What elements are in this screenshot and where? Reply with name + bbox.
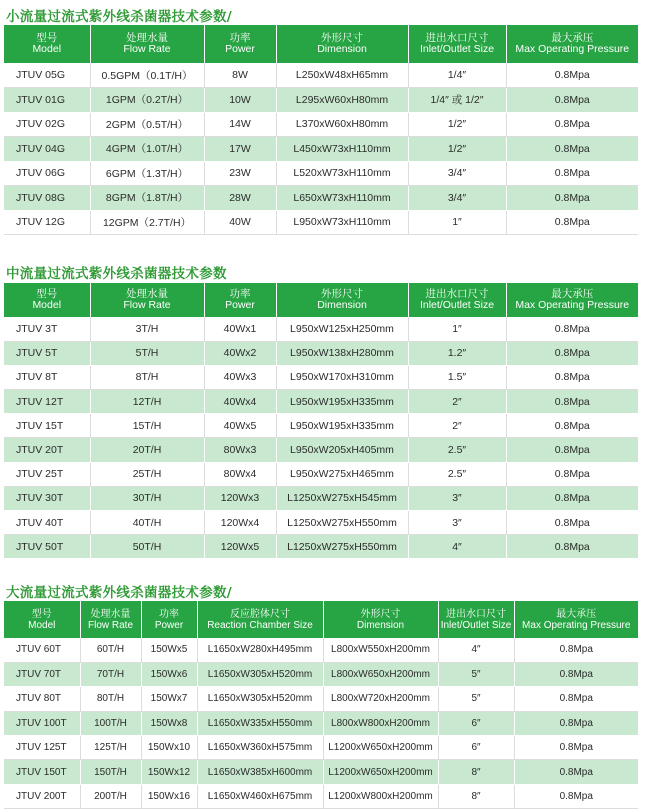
- table-cell: 8″: [438, 760, 514, 784]
- column-header-en: Model: [28, 619, 56, 631]
- column-header-cn: 处理水量: [126, 288, 168, 300]
- table-row: [4, 186, 638, 211]
- spec-table-large-flow: [4, 601, 638, 809]
- table-row: [4, 112, 638, 137]
- table-cell: 6″: [438, 736, 514, 760]
- table-cell: 8W: [204, 63, 276, 88]
- table-row: [4, 88, 638, 113]
- model-cell: JTUV 12T: [4, 390, 90, 414]
- model-cell: JTUV 200T: [4, 784, 80, 808]
- table-cell: 0.8Mpa: [506, 535, 638, 559]
- table-cell: L1200xW650xH200mm: [323, 736, 438, 760]
- table-row: [4, 736, 638, 760]
- column-header: [506, 283, 638, 317]
- table-cell: 2.5″: [408, 462, 506, 486]
- column-header: [276, 25, 408, 63]
- table-cell: 8″: [438, 784, 514, 808]
- table-cell: 3/4″: [408, 186, 506, 211]
- column-header-en: Dimension: [317, 299, 367, 311]
- table-cell: 28W: [204, 186, 276, 211]
- table-cell: 120Wx4: [204, 511, 276, 535]
- table-cell: 3″: [408, 511, 506, 535]
- model-cell: JTUV 06G: [4, 161, 90, 186]
- column-header-cn: 功率: [229, 32, 251, 44]
- column-header: [276, 283, 408, 317]
- table-cell: L950xW170xH310mm: [276, 365, 408, 389]
- model-cell: JTUV 04G: [4, 137, 90, 162]
- table-cell: 0.8Mpa: [514, 760, 638, 784]
- column-header: [80, 601, 141, 638]
- column-header-en: Flow Rate: [123, 299, 171, 311]
- table-cell: 0.8Mpa: [514, 687, 638, 711]
- column-header: [141, 601, 197, 638]
- table-cell: L1250xW275xH545mm: [276, 486, 408, 510]
- table-cell: L800xW550xH200mm: [323, 638, 438, 662]
- table-cell: 2.5″: [408, 438, 506, 462]
- table-cell: 0.8Mpa: [506, 137, 638, 162]
- table-row: [4, 511, 638, 535]
- table-cell: 5T/H: [90, 341, 204, 365]
- table-cell: 0.8Mpa: [506, 341, 638, 365]
- table-cell: 0.8Mpa: [506, 365, 638, 389]
- table-cell: 50T/H: [90, 535, 204, 559]
- spec-table-medium-flow: [4, 283, 638, 559]
- column-header-en: Max Operating Pressure: [515, 43, 630, 55]
- table-cell: 1.2″: [408, 341, 506, 365]
- table-cell: L800xW720xH200mm: [323, 687, 438, 711]
- column-header: [506, 25, 638, 63]
- table-cell: 0.8Mpa: [506, 186, 638, 211]
- table-cell: 3T/H: [90, 317, 204, 341]
- table-cell: 60T/H: [80, 638, 141, 662]
- column-header-en: Dimension: [356, 619, 405, 631]
- model-cell: JTUV 50T: [4, 535, 90, 559]
- table-cell: 5″: [438, 662, 514, 686]
- table-cell: L950xW138xH280mm: [276, 341, 408, 365]
- column-header-cn: 处理水量: [126, 32, 168, 44]
- column-header: [197, 601, 323, 638]
- column-header-en: Inlet/Outlet Size: [419, 43, 495, 55]
- table-row: [4, 365, 638, 389]
- table-row: [4, 317, 638, 341]
- table-cell: 1/2″: [408, 137, 506, 162]
- table-cell: 1/4″: [408, 63, 506, 88]
- table-cell: 4″: [438, 638, 514, 662]
- table-header-row: [4, 601, 638, 638]
- table-cell: 150Wx7: [141, 687, 197, 711]
- column-header-en: Model: [32, 299, 62, 311]
- table-cell: L1200xW650xH200mm: [323, 760, 438, 784]
- table-cell: L1250xW275xH550mm: [276, 511, 408, 535]
- column-header: [438, 601, 514, 638]
- model-cell: JTUV 125T: [4, 736, 80, 760]
- column-header-en: Dimension: [317, 43, 367, 55]
- table-cell: 2″: [408, 390, 506, 414]
- table-cell: L1250xW275xH550mm: [276, 535, 408, 559]
- column-header-cn: 功率: [229, 288, 251, 300]
- table-cell: L1650xW305xH520mm: [197, 687, 323, 711]
- table-cell: 40Wx1: [204, 317, 276, 341]
- table-cell: 12T/H: [90, 390, 204, 414]
- table-cell: 12GPM（2.7T/H）: [90, 210, 204, 235]
- table-cell: 4″: [408, 535, 506, 559]
- table-row: [4, 784, 638, 808]
- table-cell: 150Wx5: [141, 638, 197, 662]
- table-cell: 0.8Mpa: [514, 638, 638, 662]
- model-cell: JTUV 25T: [4, 462, 90, 486]
- table-cell: 120Wx5: [204, 535, 276, 559]
- table-cell: 40Wx2: [204, 341, 276, 365]
- table-cell: 0.8Mpa: [514, 784, 638, 808]
- table-cell: 17W: [204, 137, 276, 162]
- table-cell: L650xW73xH110mm: [276, 186, 408, 211]
- section-title-large-flow: 大流量过流式紫外线杀菌器技术参数/: [6, 585, 233, 601]
- column-header-en: Inlet/Outlet Size: [440, 619, 512, 631]
- table-cell: 40W: [204, 210, 276, 235]
- table-row: [4, 662, 638, 686]
- table-cell: 25T/H: [90, 462, 204, 486]
- table-cell: 0.8Mpa: [506, 486, 638, 510]
- column-header-cn: 最大承压: [551, 288, 594, 300]
- table-cell: 150Wx12: [141, 760, 197, 784]
- table-cell: 0.8Mpa: [514, 711, 638, 735]
- table-cell: 8T/H: [90, 365, 204, 389]
- model-cell: JTUV 01G: [4, 88, 90, 113]
- table-cell: 0.8Mpa: [506, 414, 638, 438]
- table-cell: L950xW205xH405mm: [276, 438, 408, 462]
- model-cell: JTUV 60T: [4, 638, 80, 662]
- table-cell: 0.8Mpa: [514, 736, 638, 760]
- table-cell: 0.8Mpa: [506, 210, 638, 235]
- table-cell: L950xW73xH110mm: [276, 210, 408, 235]
- column-header-en: Max Operating Pressure: [515, 299, 630, 311]
- table-cell: 40Wx4: [204, 390, 276, 414]
- table-cell: 3/4″: [408, 161, 506, 186]
- table-cell: 1/2″: [408, 112, 506, 137]
- table-cell: 1″: [408, 317, 506, 341]
- table-row: [4, 638, 638, 662]
- table-cell: 80T/H: [80, 687, 141, 711]
- column-header-en: Power: [154, 619, 184, 631]
- table-row: [4, 414, 638, 438]
- table-cell: 150Wx10: [141, 736, 197, 760]
- table-cell: 1GPM（0.2T/H）: [90, 88, 204, 113]
- table-cell: 0.8Mpa: [506, 161, 638, 186]
- column-header-cn: 外形尺寸: [321, 32, 363, 44]
- table-cell: 150Wx8: [141, 711, 197, 735]
- model-cell: JTUV 3T: [4, 317, 90, 341]
- table-cell: L295xW60xH80mm: [276, 88, 408, 113]
- table-cell: 70T/H: [80, 662, 141, 686]
- table-cell: 125T/H: [80, 736, 141, 760]
- column-header: [204, 25, 276, 63]
- model-cell: JTUV 40T: [4, 511, 90, 535]
- column-header: [4, 283, 90, 317]
- table-cell: 150Wx16: [141, 784, 197, 808]
- model-cell: JTUV 8T: [4, 365, 90, 389]
- table-header-row: [4, 25, 638, 63]
- table-cell: 2GPM（0.5T/H）: [90, 112, 204, 137]
- table-cell: 100T/H: [80, 711, 141, 735]
- table-cell: 0.8Mpa: [506, 462, 638, 486]
- table-row: [4, 341, 638, 365]
- table-cell: 3″: [408, 486, 506, 510]
- model-cell: JTUV 02G: [4, 112, 90, 137]
- column-header-en: Power: [225, 43, 255, 55]
- table-row: [4, 390, 638, 414]
- table-cell: 40Wx3: [204, 365, 276, 389]
- column-header-cn: 进出水口尺寸: [446, 608, 506, 620]
- table-cell: L1650xW360xH575mm: [197, 736, 323, 760]
- table-row: [4, 760, 638, 784]
- table-cell: L250xW48xH65mm: [276, 63, 408, 88]
- column-header: [4, 601, 80, 638]
- model-cell: JTUV 5T: [4, 341, 90, 365]
- column-header: [204, 283, 276, 317]
- column-header-cn: 反应腔体尺寸: [230, 608, 290, 620]
- table-cell: 20T/H: [90, 438, 204, 462]
- model-cell: JTUV 12G: [4, 210, 90, 235]
- spec-table-small-flow: [4, 25, 638, 235]
- table-cell: 1.5″: [408, 365, 506, 389]
- table-cell: 2″: [408, 414, 506, 438]
- model-cell: JTUV 80T: [4, 687, 80, 711]
- column-header-en: Flow Rate: [123, 43, 171, 55]
- column-header-cn: 最大承压: [556, 608, 597, 620]
- table-cell: 30T/H: [90, 486, 204, 510]
- column-header-cn: 型号: [36, 32, 58, 44]
- column-header-cn: 外形尺寸: [360, 608, 401, 620]
- column-header-cn: 型号: [31, 608, 52, 620]
- column-header-cn: 最大承压: [551, 32, 594, 44]
- model-cell: JTUV 30T: [4, 486, 90, 510]
- table-row: [4, 462, 638, 486]
- column-header-cn: 功率: [159, 608, 179, 620]
- table-cell: 10W: [204, 88, 276, 113]
- table-row: [4, 210, 638, 235]
- table-cell: 40T/H: [90, 511, 204, 535]
- table-cell: 6″: [438, 711, 514, 735]
- table-row: [4, 63, 638, 88]
- table-cell: 0.8Mpa: [506, 511, 638, 535]
- table-cell: 0.8Mpa: [506, 88, 638, 113]
- model-cell: JTUV 100T: [4, 711, 80, 735]
- table-cell: L950xW195xH335mm: [276, 390, 408, 414]
- table-cell: L800xW650xH200mm: [323, 662, 438, 686]
- table-cell: 0.8Mpa: [506, 317, 638, 341]
- table-cell: 40Wx5: [204, 414, 276, 438]
- section-title-small-flow: 小流量过流式紫外线杀菌器技术参数/: [6, 9, 233, 25]
- table-row: [4, 137, 638, 162]
- table-cell: L370xW60xH80mm: [276, 112, 408, 137]
- column-header-en: Model: [32, 43, 62, 55]
- table-cell: 5″: [438, 687, 514, 711]
- table-cell: 1/4″ 或 1/2″: [408, 88, 506, 113]
- column-header-en: Power: [225, 299, 255, 311]
- table-cell: L520xW73xH110mm: [276, 161, 408, 186]
- model-cell: JTUV 150T: [4, 760, 80, 784]
- column-header-en: Inlet/Outlet Size: [419, 299, 495, 311]
- column-header: [408, 283, 506, 317]
- table-cell: L950xW275xH465mm: [276, 462, 408, 486]
- model-cell: JTUV 20T: [4, 438, 90, 462]
- table-row: [4, 711, 638, 735]
- table-cell: 6GPM（1.3T/H）: [90, 161, 204, 186]
- column-header: [90, 283, 204, 317]
- table-cell: 200T/H: [80, 784, 141, 808]
- table-cell: 0.8Mpa: [506, 438, 638, 462]
- model-cell: JTUV 70T: [4, 662, 80, 686]
- table-cell: 15T/H: [90, 414, 204, 438]
- table-cell: L450xW73xH110mm: [276, 137, 408, 162]
- section-title-medium-flow: 中流量过流式紫外线杀菌器技术参数: [6, 266, 227, 282]
- table-cell: L1650xW460xH675mm: [197, 784, 323, 808]
- column-header-cn: 进出水口尺寸: [425, 288, 489, 300]
- column-header: [4, 25, 90, 63]
- table-cell: 150T/H: [80, 760, 141, 784]
- table-cell: L1200xW800xH200mm: [323, 784, 438, 808]
- table-cell: 14W: [204, 112, 276, 137]
- column-header-cn: 进出水口尺寸: [425, 32, 489, 44]
- table-cell: 150Wx6: [141, 662, 197, 686]
- table-cell: 23W: [204, 161, 276, 186]
- model-cell: JTUV 15T: [4, 414, 90, 438]
- model-cell: JTUV 05G: [4, 63, 90, 88]
- table-row: [4, 687, 638, 711]
- table-cell: 0.8Mpa: [514, 662, 638, 686]
- column-header: [90, 25, 204, 63]
- table-row: [4, 438, 638, 462]
- table-cell: 4GPM（1.0T/H）: [90, 137, 204, 162]
- table-cell: L950xW125xH250mm: [276, 317, 408, 341]
- table-cell: 0.8Mpa: [506, 390, 638, 414]
- table-row: [4, 486, 638, 510]
- table-cell: L1650xW280xH495mm: [197, 638, 323, 662]
- table-cell: L950xW195xH335mm: [276, 414, 408, 438]
- column-header: [408, 25, 506, 63]
- column-header-cn: 型号: [36, 288, 58, 300]
- table-cell: L1650xW385xH600mm: [197, 760, 323, 784]
- model-cell: JTUV 08G: [4, 186, 90, 211]
- table-cell: L1650xW335xH550mm: [197, 711, 323, 735]
- column-header: [323, 601, 438, 638]
- table-cell: 8GPM（1.8T/H）: [90, 186, 204, 211]
- table-cell: 120Wx3: [204, 486, 276, 510]
- table-row: [4, 535, 638, 559]
- column-header-cn: 处理水量: [90, 608, 131, 620]
- column-header: [514, 601, 638, 638]
- table-cell: 80Wx4: [204, 462, 276, 486]
- table-row: [4, 161, 638, 186]
- column-header-en: Reaction Chamber Size: [207, 619, 313, 631]
- column-header-en: Max Operating Pressure: [522, 619, 631, 631]
- table-header-row: [4, 283, 638, 317]
- table-cell: L1650xW305xH520mm: [197, 662, 323, 686]
- table-cell: 0.8Mpa: [506, 63, 638, 88]
- table-cell: 1″: [408, 210, 506, 235]
- table-cell: 0.5GPM（0.1T/H）: [90, 63, 204, 88]
- table-cell: 0.8Mpa: [506, 112, 638, 137]
- table-cell: 80Wx3: [204, 438, 276, 462]
- column-header-en: Flow Rate: [87, 619, 133, 631]
- column-header-cn: 外形尺寸: [321, 288, 363, 300]
- table-cell: L800xW800xH200mm: [323, 711, 438, 735]
